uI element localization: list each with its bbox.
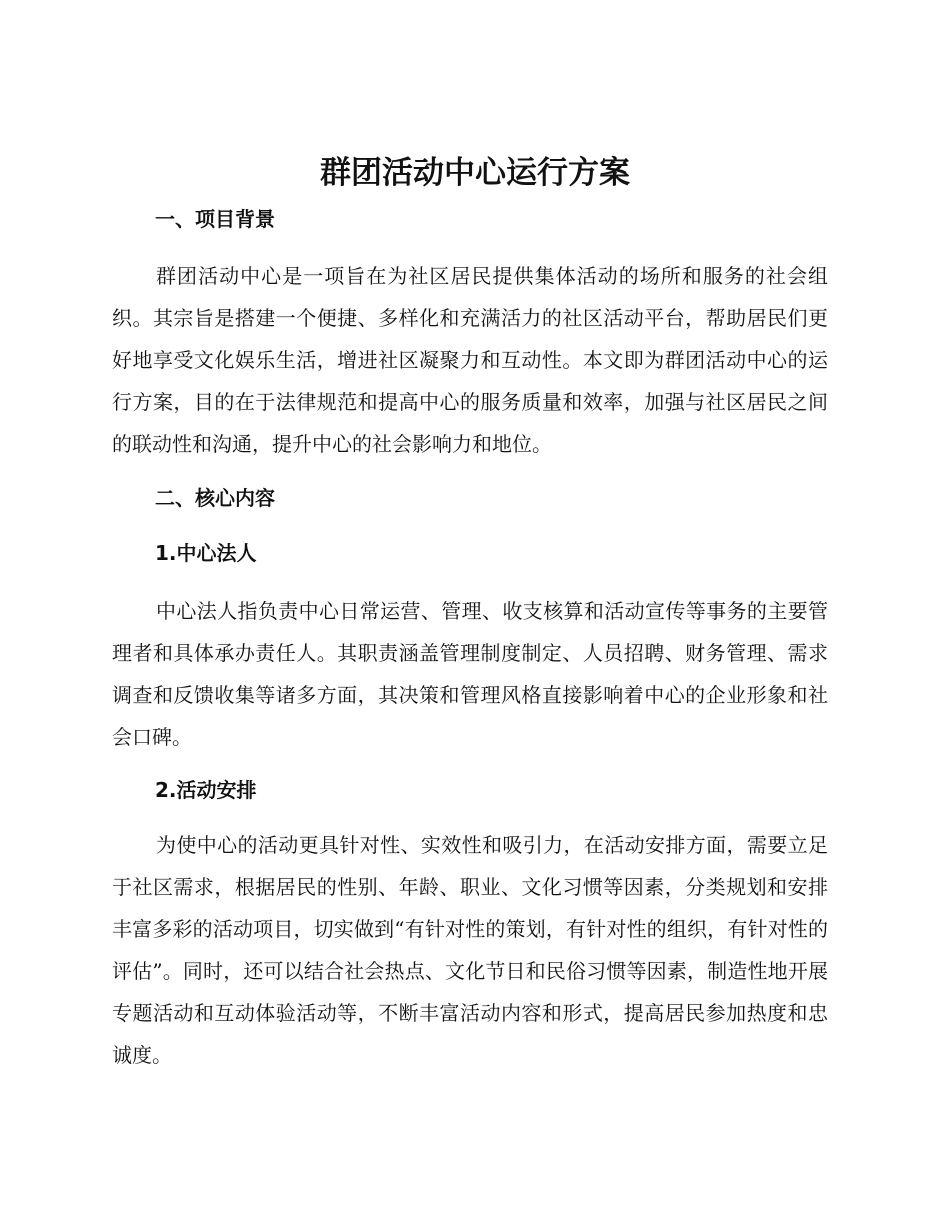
section-heading-core-content: 二、核心内容: [155, 486, 275, 510]
activity-arrangement-paragraph: 为使中心的活动更具针对性、实效性和吸引力，在活动安排方面，需要立足于社区需求，根据居民的性别、年龄、职业、文化习惯等因素，分类规划和安排丰富多彩的活动项目，切实做到“有针对性的策划，有针对性的组织，有针对性的评估”。同时，还可以结合社会热点、文化节日和民俗习惯等因素，制造性地开展专题活动和互动体验活动等，不断丰富活动内容和形式，提高居民参加热度和忠诚度。: [112, 833, 828, 1067]
document-title: 群团活动中心运行方案: [320, 155, 630, 191]
legal-person-paragraph: 中心法人指负责中心日常运营、管理、收支核算和活动宣传等事务的主要管理者和具体承办责任人。其职责涵盖管理制度制定、人员招聘、财务管理、需求调查和反馈收集等诸多方面，其决策和管理风格直接影响着中心的企业形象和社会口碑。: [112, 599, 828, 749]
background-paragraph: 群团活动中心是一项旨在为社区居民提供集体活动的场所和服务的社会组织。其宗旨是搭建一个便捷、多样化和充满活力的社区活动平台，帮助居民们更好地享受文化娱乐生活，增进社区凝聚力和互动性。本文即为群团活动中心的运行方案，目的在于法律规范和提高中心的服务质量和效率，加强与社区居民之间的联动性和沟通，提升中心的社会影响力和地位。: [112, 264, 828, 456]
subsection-heading-activity-arrangement: 2.活动安排: [155, 778, 257, 802]
subsection-heading-legal-person: 1.中心法人: [155, 541, 257, 565]
section-heading-background: 一、项目背景: [155, 207, 275, 231]
